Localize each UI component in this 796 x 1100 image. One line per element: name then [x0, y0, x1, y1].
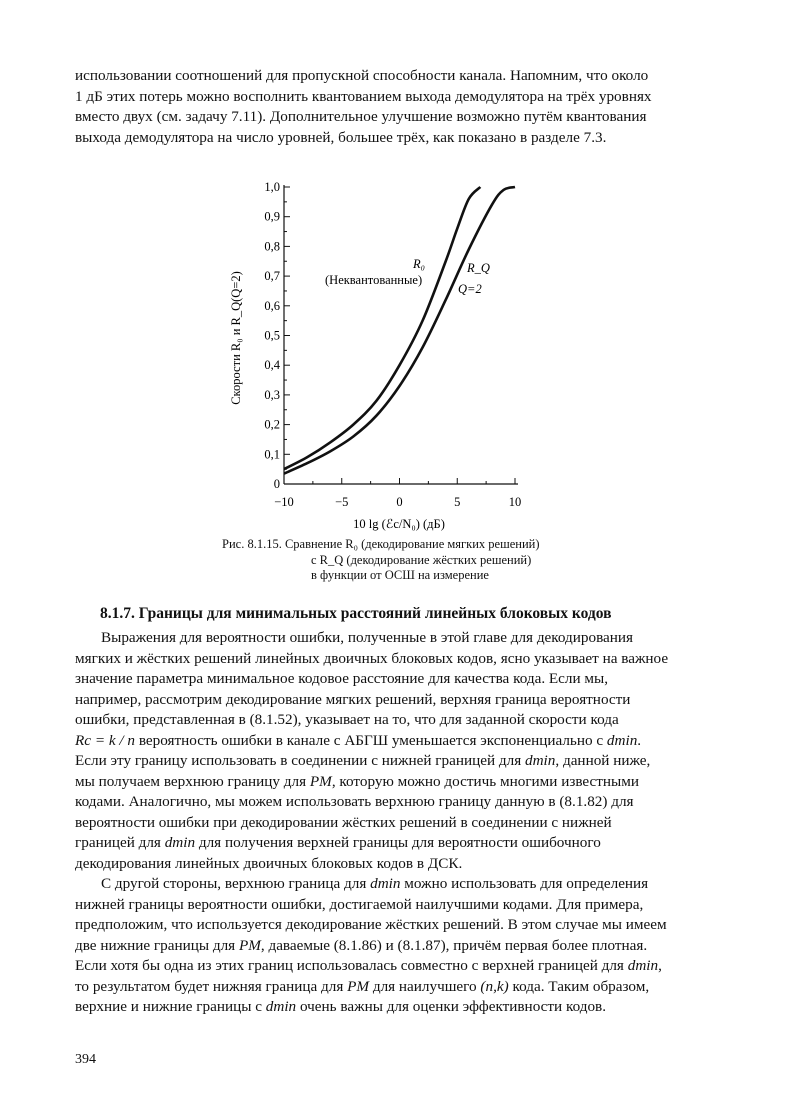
y-tick-label: 1,0 [264, 180, 280, 194]
text-line: например, рассмотрим декодирование мягких решений, верхняя граница вероятности [75, 690, 631, 708]
chart-xlabel: 10 lg (ℰc/N₀) (дБ) [353, 517, 445, 531]
caption-line: с R_Q (декодирование жёстких решений) [311, 552, 532, 567]
math-dmin: dmin [525, 752, 556, 769]
text-line: Если хотя бы одна из этих границ использовалась совместно с верхней границей для dmin, [75, 957, 662, 974]
y-tick-label: 0,2 [264, 417, 280, 432]
text-line: Если эту границу использовать в соединении с нижней границей для dmin, данной ниже, [75, 752, 651, 769]
curve-label-rq-note: Q=2 [458, 282, 482, 296]
x-tick-label: 10 [508, 495, 522, 509]
y-tick-label: 0 [273, 477, 280, 491]
y-tick-label: 0,9 [264, 209, 280, 224]
curve-label-rq: R_Q [467, 261, 490, 275]
math-dmin: dmin [265, 998, 297, 1015]
math-dmin: dmin [627, 957, 659, 974]
page-number: 394 [75, 1052, 96, 1067]
text-line: границей для dmin для получения верхней границы для вероятности ошибочного [75, 834, 601, 851]
math-dmin: dmin [606, 731, 638, 749]
y-tick-label: 0,3 [264, 387, 280, 402]
body-paragraph-1 [75, 628, 740, 1018]
math-rc: Rc = k / n [75, 731, 136, 749]
y-tick-label: 0,5 [264, 328, 280, 343]
curve-label-r0: R₀ [413, 257, 425, 271]
text-line: то результатом будет нижняя граница для PM для наилучшего (n,k) кода. Таким образом, [75, 977, 650, 995]
chart-ylabel: Скорости R₀ и R_Q(Q=2) [229, 271, 243, 405]
text-line: ошибки, представленная в (8.1.52), указывает на то, что для заданной скорости кода [75, 711, 619, 728]
text-line: значение параметра минимальное кодовое расстояние для качества кода. Если мы, [75, 670, 609, 687]
text-line: С другой стороны, верхнюю граница для dmin можно использовать для определения [101, 875, 649, 892]
math-pm: PM [309, 772, 332, 790]
series-r0-line [284, 187, 480, 469]
caption-line: в функции от ОСШ на измерение [311, 568, 489, 582]
x-tick-label: −10 [274, 495, 294, 509]
text-line: Rc = k / n вероятность ошибки в канале с АБГШ уменьшается экспоненциально с dmin. [75, 731, 642, 749]
math-nk: (n,k) [480, 977, 509, 995]
x-tick-label: −5 [335, 495, 349, 509]
figure-caption [222, 537, 602, 584]
text-line: 1 дБ этих потерь можно восполнить квантованием выхода демодулятора на трёх уровнях [75, 87, 652, 105]
text-line: использовании соотношений для пропускной способности канала. Напомним, что около [75, 67, 649, 84]
series-rq-line [284, 187, 515, 474]
math-dmin: dmin [164, 834, 196, 851]
caption-line: Рис. 8.1.15. Сравнение R₀ (декодирование мягких решений) [222, 537, 540, 551]
text-line: Выражения для вероятности ошибки, полученные в этой главе для декодирования [101, 629, 634, 646]
text-line: вместо двух (см. задачу 7.11). Дополнительное улучшение возможно путём квантования [75, 108, 647, 125]
text-line: декодирования линейных двоичных блоковых кодов в ДСК. [75, 854, 463, 872]
y-tick-label: 0,6 [264, 298, 280, 313]
y-tick-label: 0,7 [264, 269, 280, 284]
text-line: выхода демодулятора на число уровней, большее трёх, как показано в разделе 7.3. [75, 128, 607, 146]
text-line: две нижние границы для PM, даваемые (8.1.86) и (8.1.87), причём первая более плотная. [75, 936, 648, 954]
text-line: мягких и жёстких решений линейных двоичных блоковых кодов, ясно указывает на важное [75, 649, 669, 667]
math-pm: PM [347, 977, 370, 995]
text-line: нижней границы вероятности ошибки, достигаемой наилучшими кодами. Для примера, [75, 895, 644, 913]
curve-label-r0-note: (Неквантованные) [325, 273, 423, 287]
text-line: мы получаем верхнюю границу для PM, которую можно достичь многими известными [75, 772, 639, 790]
x-tick-label: 0 [396, 495, 403, 509]
y-tick-label: 0,1 [264, 447, 280, 462]
x-tick-label: 5 [454, 495, 461, 509]
y-tick-label: 0,8 [264, 239, 280, 254]
text-line: предположим, что используется декодирование жёстких решений. В этом случае мы имеем [75, 916, 667, 933]
math-dmin: dmin [370, 875, 401, 892]
math-pm: PM [238, 936, 261, 954]
section-heading: 8.1.7. Границы для минимальных расстояний линейных блоковых кодов [100, 605, 612, 622]
text-line: верхние и нижние границы с dmin очень важны для оценки эффективности кодов. [75, 998, 607, 1015]
y-tick-label: 0,4 [264, 358, 280, 373]
text-line: кодами. Аналогично, мы можем использовать верхнюю границу данную в (8.1.82) для [75, 793, 634, 810]
text-line: вероятности ошибки при декодировании жёстких решений в соединении с нижней [75, 813, 612, 831]
